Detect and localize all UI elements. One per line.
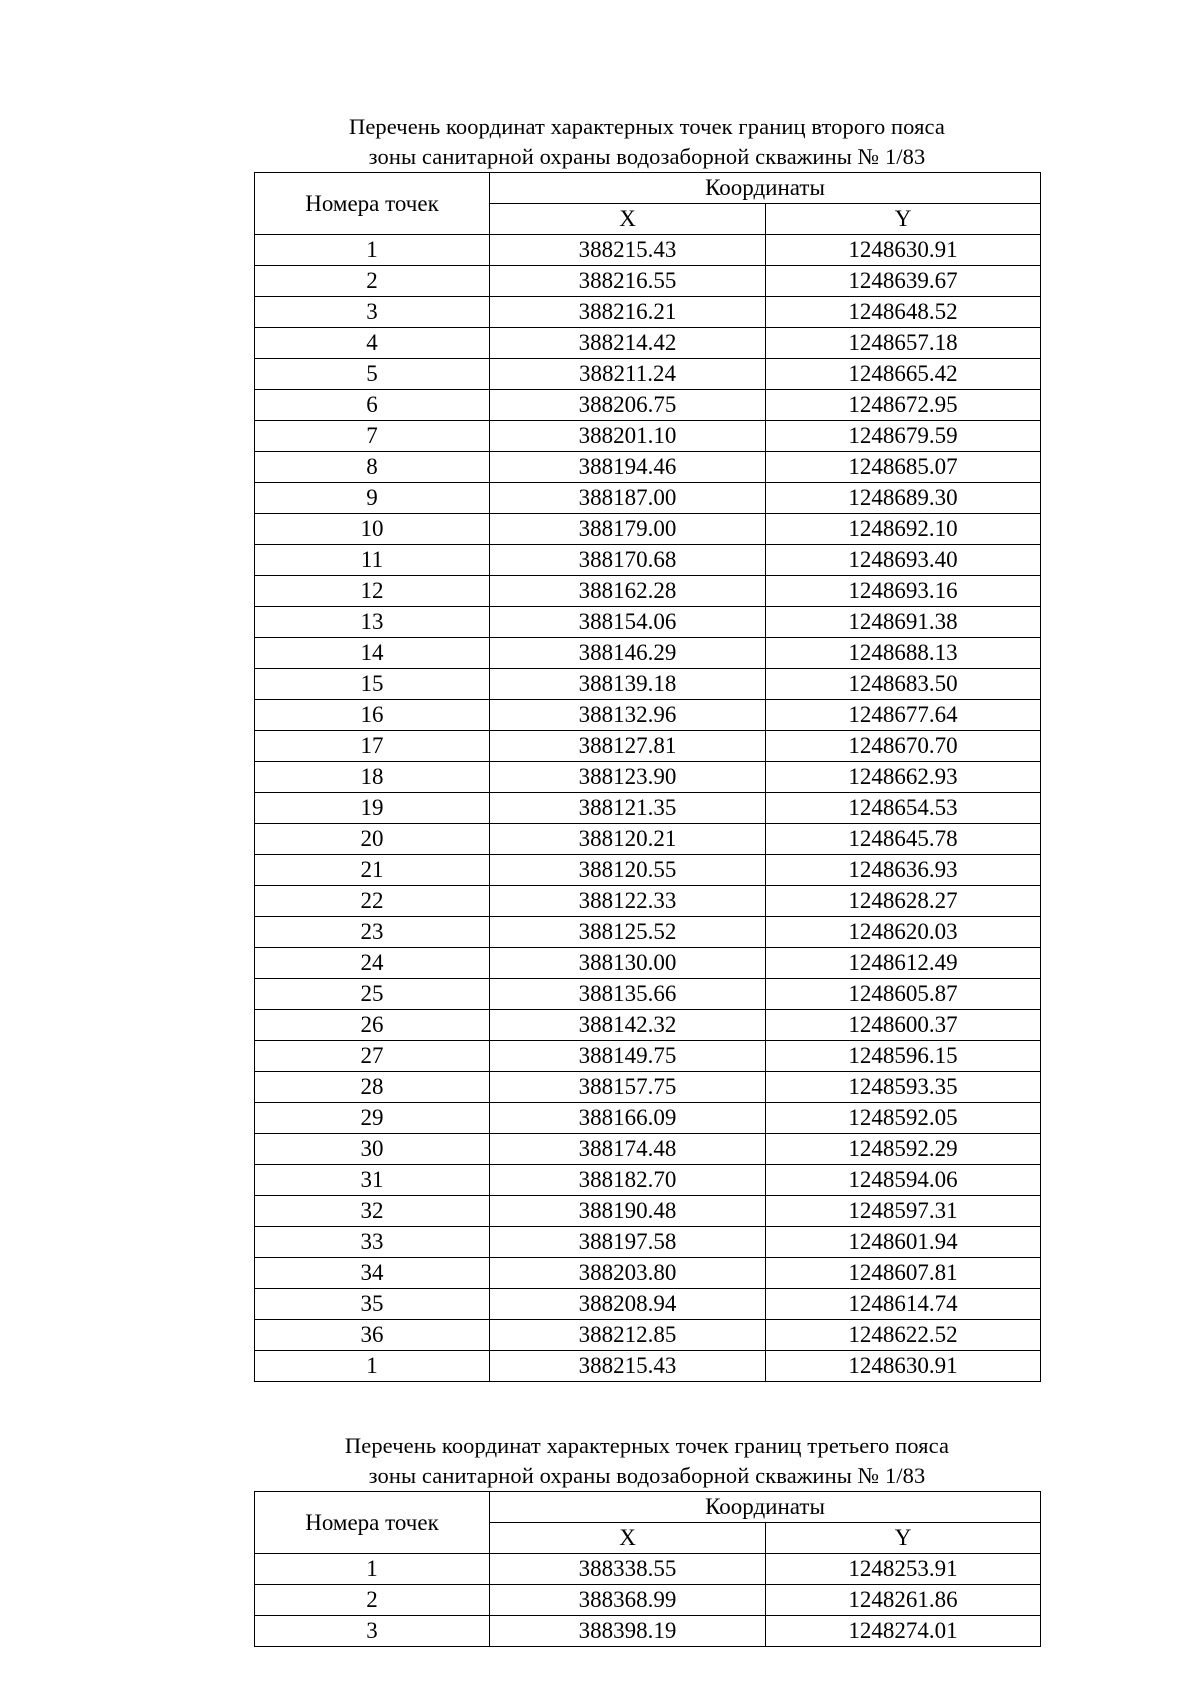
x-coordinate-cell: 388120.21 (490, 824, 766, 855)
x-coordinate-cell: 388208.94 (490, 1289, 766, 1320)
y-coordinate-cell: 1248672.95 (766, 390, 1041, 421)
x-coordinate-cell: 388194.46 (490, 452, 766, 483)
table-row (255, 886, 1041, 917)
x-coordinate-cell: 388338.55 (490, 1554, 766, 1585)
header-x: X (490, 204, 766, 235)
x-coordinate-cell: 388206.75 (490, 390, 766, 421)
x-coordinate-cell: 388146.29 (490, 638, 766, 669)
point-number-cell: 19 (255, 793, 490, 824)
point-number-cell: 26 (255, 1010, 490, 1041)
y-coordinate-cell: 1248657.18 (766, 328, 1041, 359)
header-y: Y (766, 204, 1041, 235)
table-row (255, 1289, 1041, 1320)
second-belt-section (254, 112, 1040, 1382)
x-coordinate-cell: 388215.43 (490, 235, 766, 266)
y-coordinate-cell: 1248628.27 (766, 886, 1041, 917)
table-row (255, 1320, 1041, 1351)
table-row (255, 917, 1041, 948)
y-coordinate-cell: 1248630.91 (766, 1351, 1041, 1382)
y-coordinate-cell: 1248654.53 (766, 793, 1041, 824)
y-coordinate-cell: 1248648.52 (766, 297, 1041, 328)
point-number-cell: 1 (255, 1351, 490, 1382)
point-number-cell: 31 (255, 1165, 490, 1196)
table-row (255, 452, 1041, 483)
point-number-cell: 20 (255, 824, 490, 855)
y-coordinate-cell: 1248679.59 (766, 421, 1041, 452)
table-row (255, 1227, 1041, 1258)
point-number-cell: 24 (255, 948, 490, 979)
x-coordinate-cell: 388216.55 (490, 266, 766, 297)
table-row (255, 700, 1041, 731)
x-coordinate-cell: 388211.24 (490, 359, 766, 390)
x-coordinate-cell: 388197.58 (490, 1227, 766, 1258)
x-coordinate-cell: 388215.43 (490, 1351, 766, 1382)
x-coordinate-cell: 388190.48 (490, 1196, 766, 1227)
x-coordinate-cell: 388149.75 (490, 1041, 766, 1072)
point-number-cell: 2 (255, 266, 490, 297)
table-row (255, 1616, 1041, 1647)
x-coordinate-cell: 388214.42 (490, 328, 766, 359)
y-coordinate-cell: 1248670.70 (766, 731, 1041, 762)
point-number-cell: 30 (255, 1134, 490, 1165)
y-coordinate-cell: 1248253.91 (766, 1554, 1041, 1585)
table-row (255, 731, 1041, 762)
y-coordinate-cell: 1248614.74 (766, 1289, 1041, 1320)
y-coordinate-cell: 1248597.31 (766, 1196, 1041, 1227)
y-coordinate-cell: 1248600.37 (766, 1010, 1041, 1041)
y-coordinate-cell: 1248601.94 (766, 1227, 1041, 1258)
x-coordinate-cell: 388203.80 (490, 1258, 766, 1289)
x-coordinate-cell: 388182.70 (490, 1165, 766, 1196)
x-coordinate-cell: 388130.00 (490, 948, 766, 979)
x-coordinate-cell: 388212.85 (490, 1320, 766, 1351)
point-number-cell: 10 (255, 514, 490, 545)
point-number-cell: 9 (255, 483, 490, 514)
table-row (255, 1196, 1041, 1227)
y-coordinate-cell: 1248689.30 (766, 483, 1041, 514)
table-row (255, 421, 1041, 452)
point-number-cell: 34 (255, 1258, 490, 1289)
x-coordinate-cell: 388170.68 (490, 545, 766, 576)
x-coordinate-cell: 388201.10 (490, 421, 766, 452)
x-coordinate-cell: 388157.75 (490, 1072, 766, 1103)
point-number-cell: 35 (255, 1289, 490, 1320)
point-number-cell: 15 (255, 669, 490, 700)
table-row (255, 979, 1041, 1010)
y-coordinate-cell: 1248592.05 (766, 1103, 1041, 1134)
x-coordinate-cell: 388125.52 (490, 917, 766, 948)
third-belt-section (254, 1431, 1040, 1647)
y-coordinate-cell: 1248688.13 (766, 638, 1041, 669)
coordinates-table (254, 172, 1041, 1382)
section-title-line1: Перечень координат характерных точек границ второго пояса (348, 114, 946, 139)
y-coordinate-cell: 1248692.10 (766, 514, 1041, 545)
table-row (255, 1072, 1041, 1103)
section-title-line2: зоны санитарной охраны водозаборной скважины № 1/83 (368, 144, 926, 169)
x-coordinate-cell: 388120.55 (490, 855, 766, 886)
point-number-cell: 12 (255, 576, 490, 607)
y-coordinate-cell: 1248612.49 (766, 948, 1041, 979)
y-coordinate-cell: 1248620.03 (766, 917, 1041, 948)
point-number-cell: 21 (255, 855, 490, 886)
x-coordinate-cell: 388179.00 (490, 514, 766, 545)
header-y: Y (766, 1523, 1041, 1554)
point-number-cell: 29 (255, 1103, 490, 1134)
y-coordinate-cell: 1248691.38 (766, 607, 1041, 638)
y-coordinate-cell: 1248683.50 (766, 669, 1041, 700)
y-coordinate-cell: 1248693.16 (766, 576, 1041, 607)
y-coordinate-cell: 1248607.81 (766, 1258, 1041, 1289)
y-coordinate-cell: 1248685.07 (766, 452, 1041, 483)
table-row (255, 359, 1041, 390)
table-row (255, 483, 1041, 514)
table-row (255, 576, 1041, 607)
y-coordinate-cell: 1248596.15 (766, 1041, 1041, 1072)
table-row (255, 297, 1041, 328)
header-coords: Координаты (490, 1492, 1041, 1523)
x-coordinate-cell: 388162.28 (490, 576, 766, 607)
y-coordinate-cell: 1248593.35 (766, 1072, 1041, 1103)
point-number-cell: 28 (255, 1072, 490, 1103)
table-row (255, 948, 1041, 979)
table-row (255, 1258, 1041, 1289)
y-coordinate-cell: 1248639.67 (766, 266, 1041, 297)
x-coordinate-cell: 388122.33 (490, 886, 766, 917)
table-row (255, 607, 1041, 638)
table-row (255, 1351, 1041, 1382)
table-row (255, 793, 1041, 824)
y-coordinate-cell: 1248630.91 (766, 235, 1041, 266)
table-row (255, 1165, 1041, 1196)
point-number-cell: 22 (255, 886, 490, 917)
point-number-cell: 32 (255, 1196, 490, 1227)
table-row (255, 514, 1041, 545)
x-coordinate-cell: 388174.48 (490, 1134, 766, 1165)
x-coordinate-cell: 388368.99 (490, 1585, 766, 1616)
point-number-cell: 17 (255, 731, 490, 762)
section-title-line2: зоны санитарной охраны водозаборной скважины № 1/83 (368, 1463, 926, 1488)
table-row (255, 545, 1041, 576)
table-row (255, 1585, 1041, 1616)
x-coordinate-cell: 388142.32 (490, 1010, 766, 1041)
point-number-cell: 33 (255, 1227, 490, 1258)
x-coordinate-cell: 388187.00 (490, 483, 766, 514)
y-coordinate-cell: 1248665.42 (766, 359, 1041, 390)
y-coordinate-cell: 1248592.29 (766, 1134, 1041, 1165)
point-number-cell: 3 (255, 1616, 490, 1647)
header-coords: Координаты (490, 173, 1041, 204)
table-row (255, 669, 1041, 700)
table-row (255, 1554, 1041, 1585)
table-row (255, 638, 1041, 669)
point-number-cell: 4 (255, 328, 490, 359)
x-coordinate-cell: 388216.21 (490, 297, 766, 328)
coordinates-table (254, 1491, 1041, 1647)
table-row (255, 855, 1041, 886)
header-points: Номера точек (255, 1492, 490, 1554)
point-number-cell: 3 (255, 297, 490, 328)
x-coordinate-cell: 388123.90 (490, 762, 766, 793)
table-row (255, 762, 1041, 793)
x-coordinate-cell: 388166.09 (490, 1103, 766, 1134)
y-coordinate-cell: 1248693.40 (766, 545, 1041, 576)
table-row (255, 235, 1041, 266)
y-coordinate-cell: 1248261.86 (766, 1585, 1041, 1616)
section-title-line1: Перечень координат характерных точек границ третьего пояса (344, 1433, 950, 1458)
y-coordinate-cell: 1248274.01 (766, 1616, 1041, 1647)
x-coordinate-cell: 388135.66 (490, 979, 766, 1010)
table-row (255, 1041, 1041, 1072)
x-coordinate-cell: 388121.35 (490, 793, 766, 824)
point-number-cell: 11 (255, 545, 490, 576)
point-number-cell: 2 (255, 1585, 490, 1616)
point-number-cell: 7 (255, 421, 490, 452)
y-coordinate-cell: 1248645.78 (766, 824, 1041, 855)
table-row (255, 824, 1041, 855)
header-points: Номера точек (255, 173, 490, 235)
y-coordinate-cell: 1248622.52 (766, 1320, 1041, 1351)
point-number-cell: 8 (255, 452, 490, 483)
x-coordinate-cell: 388398.19 (490, 1616, 766, 1647)
table-row (255, 1134, 1041, 1165)
point-number-cell: 18 (255, 762, 490, 793)
point-number-cell: 16 (255, 700, 490, 731)
point-number-cell: 13 (255, 607, 490, 638)
y-coordinate-cell: 1248662.93 (766, 762, 1041, 793)
point-number-cell: 5 (255, 359, 490, 390)
x-coordinate-cell: 388132.96 (490, 700, 766, 731)
y-coordinate-cell: 1248677.64 (766, 700, 1041, 731)
table-row (255, 266, 1041, 297)
point-number-cell: 1 (255, 235, 490, 266)
point-number-cell: 36 (255, 1320, 490, 1351)
table-row (255, 1103, 1041, 1134)
table-row (255, 328, 1041, 359)
table-row (255, 390, 1041, 421)
point-number-cell: 14 (255, 638, 490, 669)
point-number-cell: 27 (255, 1041, 490, 1072)
point-number-cell: 23 (255, 917, 490, 948)
table-row (255, 1010, 1041, 1041)
point-number-cell: 25 (255, 979, 490, 1010)
y-coordinate-cell: 1248594.06 (766, 1165, 1041, 1196)
y-coordinate-cell: 1248636.93 (766, 855, 1041, 886)
header-x: X (490, 1523, 766, 1554)
x-coordinate-cell: 388139.18 (490, 669, 766, 700)
x-coordinate-cell: 388127.81 (490, 731, 766, 762)
point-number-cell: 6 (255, 390, 490, 421)
x-coordinate-cell: 388154.06 (490, 607, 766, 638)
y-coordinate-cell: 1248605.87 (766, 979, 1041, 1010)
point-number-cell: 1 (255, 1554, 490, 1585)
